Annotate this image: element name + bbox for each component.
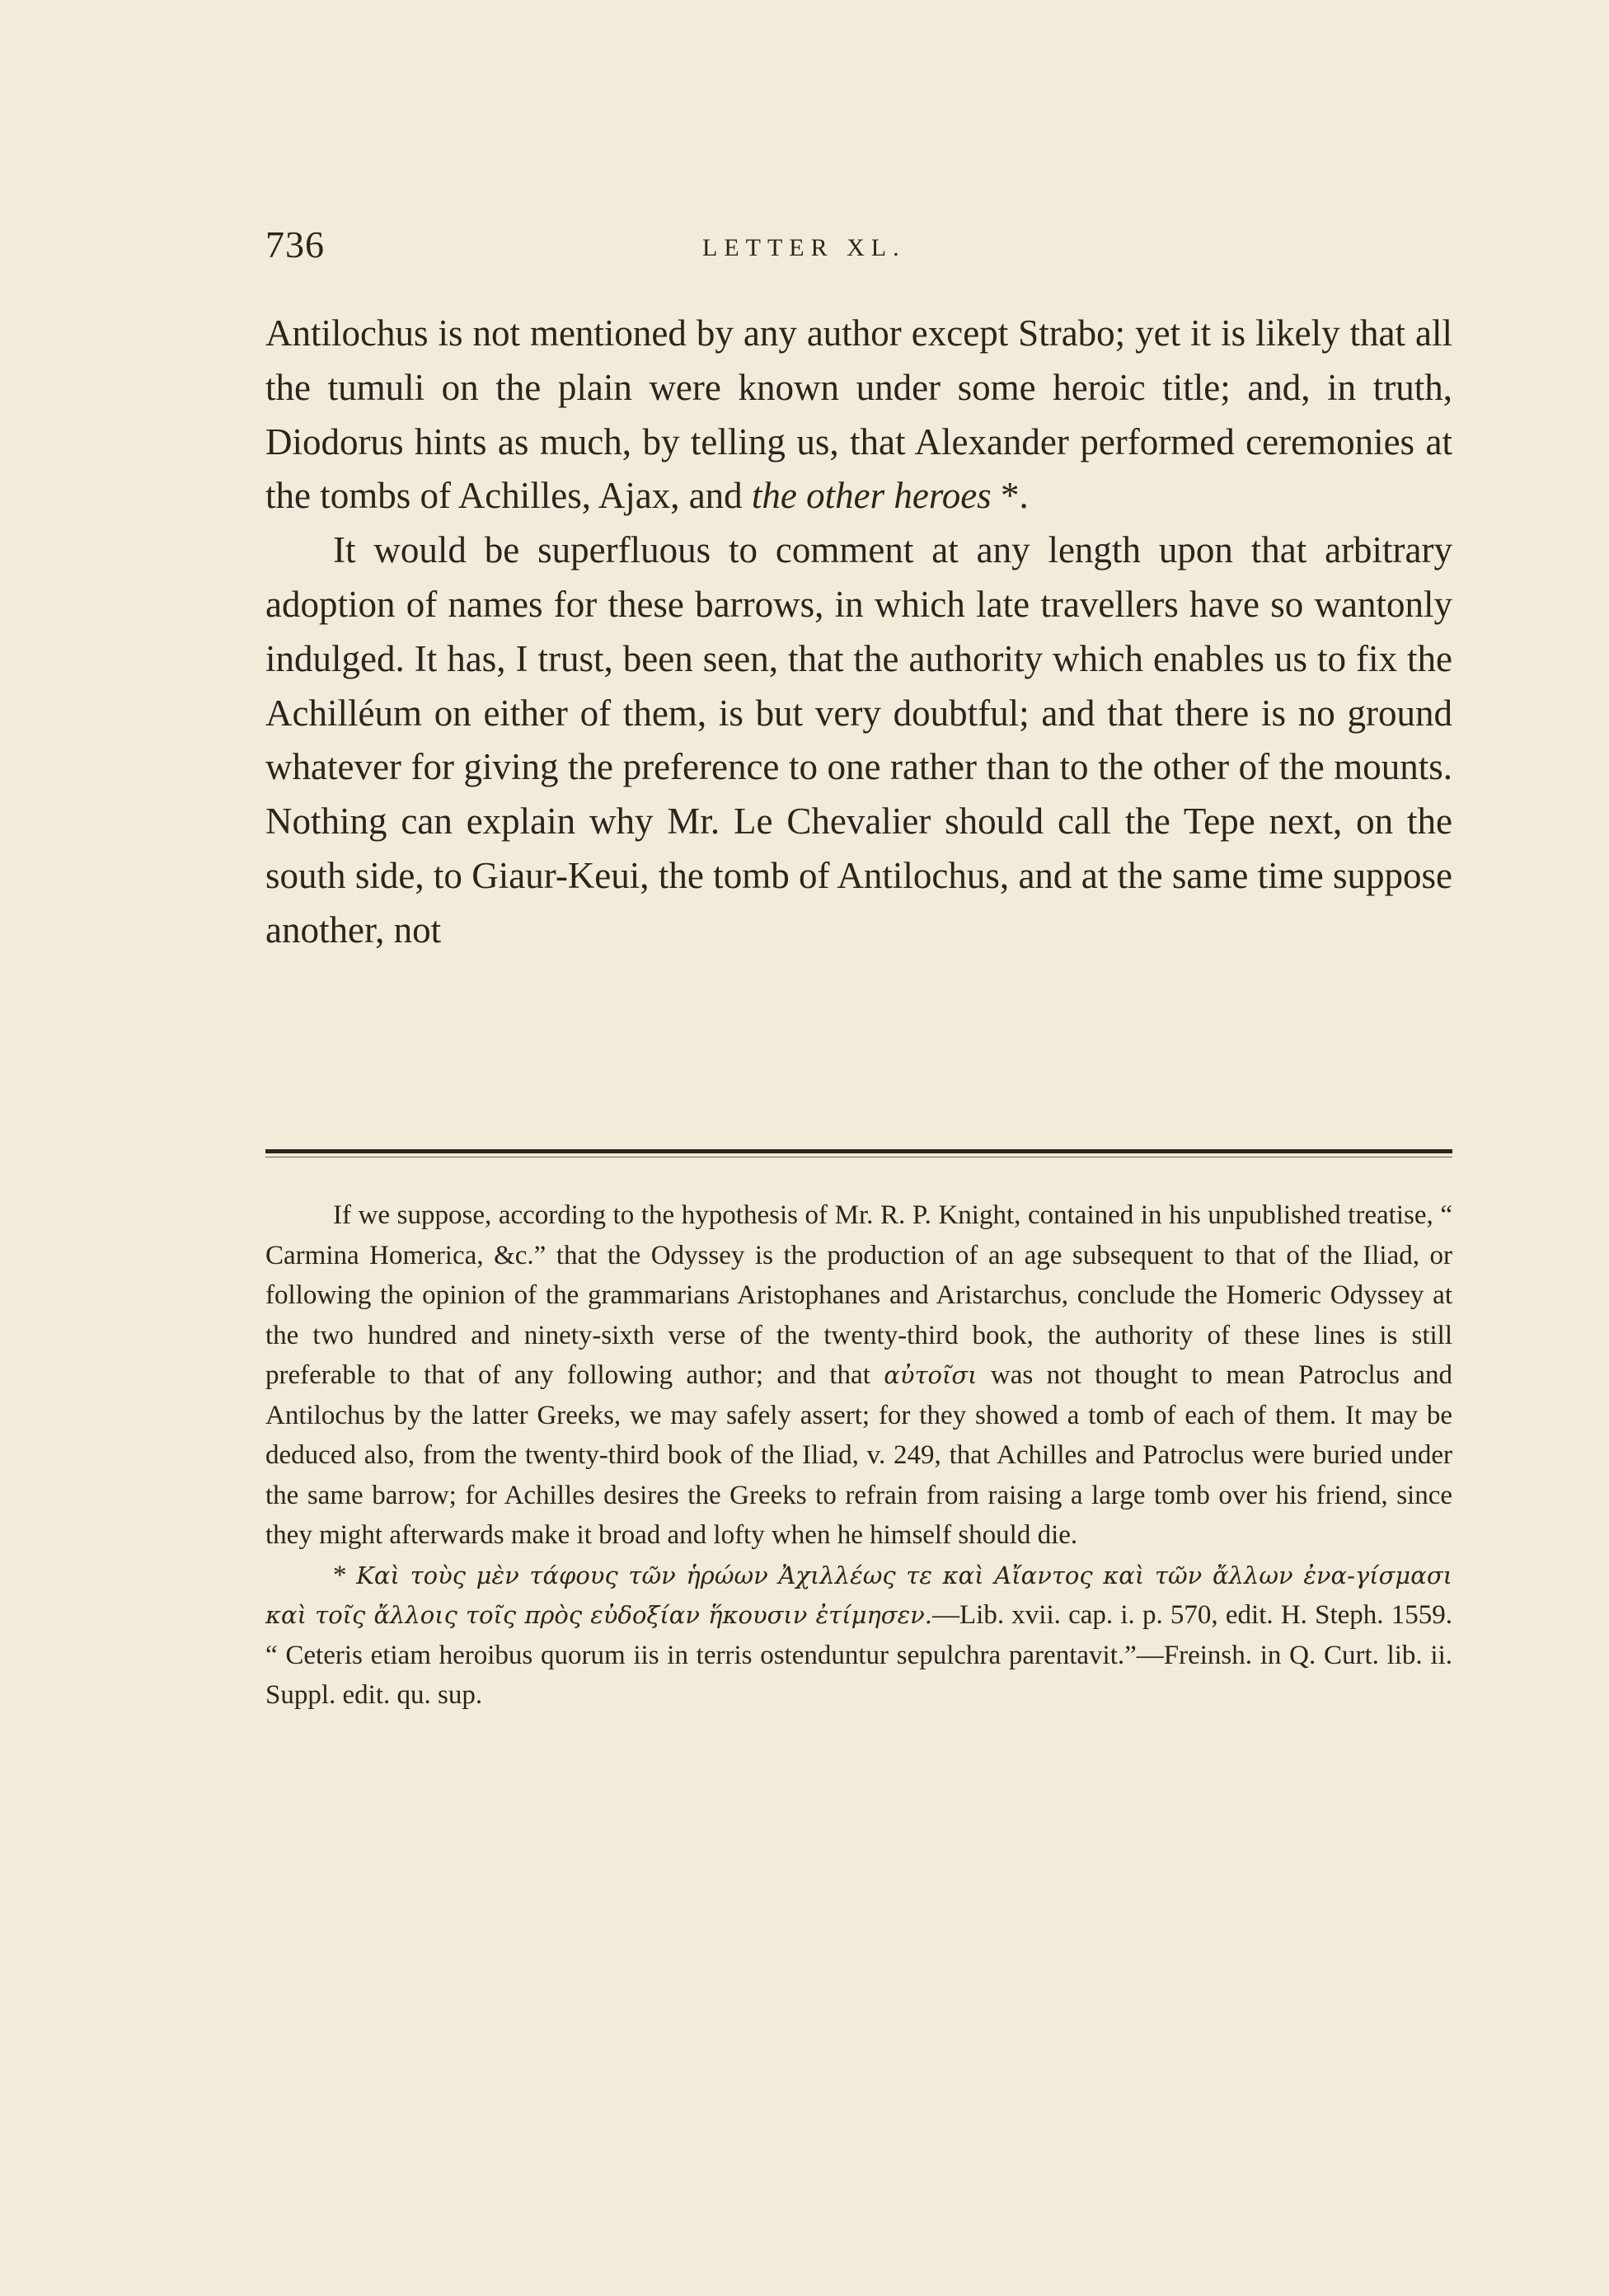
page-number: 736 [265,223,325,265]
footnote-1-text-b: was not thought to mean Patroclus and Antilochus by the latter Greeks, we may safely assert; for they showed a tomb of each of them. It may be deduced also, from the twenty-third book of the Iliad, v. 249, that Achilles and Patroclus were buried under the same barrow; for Achilles desires the Greeks to refrain from raising a large tomb over his friend, since they might afterwards make it broad and lofty when he himself should die. [265,1360,1452,1550]
footnote-2-mark: * [333,1560,357,1590]
footnote-1-text-a: If we suppose, according to the hypothesis of Mr. R. P. Knight, contained in his unpublished treatise, “ Carmina Homerica, &c.” that the Odyssey is the production of an age subsequent to that of the Iliad, or following the opinion of the grammarians Aristophanes and Aristarchus, conclude the Homeric Odyssey at the two hundred and ninety-sixth verse of the twenty-third book, the authority of these lines is still preferable to that of any following author; and that [265,1200,1452,1390]
main-text [265,307,1452,958]
paragraph-1 [265,307,1452,524]
paragraph-2: It would be superfluous to comment at any length upon that arbitrary adoption of names for these barrows, in which late travellers have so wantonly indulged. It has, I trust, been seen, that the authority which enables us to fix the Achilléum on either of them, is but very doubtful; and that there is no ground whatever for giving the preference to one rather than to the other of the mounts. Nothing can explain why Mr. Le Chevalier should call the Tepe next, on the south side, to Giaur-Keui, the tomb of Antilochus, and at the same time suppose another, not [265,529,1452,951]
page-header [265,223,1452,280]
footnote-2-text: —Lib. xvii. cap. i. p. 570, edit. H. Steph. 1559. “ Ceteris etiam heroibus quorum iis in terris ostenduntur sepulchra parentavit.”—Freinsh. in Q. Curt. lib. ii. Suppl. edit. qu. sup. [265,1600,1452,1710]
footnote-1-greek: αὐτοῖσι [884,1361,978,1389]
footnote-divider [265,1149,1452,1153]
running-head: LETTER XL. [702,234,906,261]
paragraph-1-text: Antilochus is not mentioned by any author except Strabo; yet it is likely that all the tumuli on the plain were known under some heroic title; and, in truth, Diodorus hints as much, by telling us, that Alexander performed ceremonies at the tombs of Achilles, Ajax, and [265,312,1452,517]
footnote-reference: *. [991,475,1029,517]
paragraph-1-italic: the other heroes [751,475,992,517]
footnotes [265,1195,1452,1716]
footnote-2 [265,1556,1452,1716]
footnote-2-greek: Καὶ τοὺς μὲν τάφους τῶν ἡρώων Ἀχιλλέως τε καὶ Αἴαντος καὶ τῶν ἄλλων ἐνα-γίσμασι καὶ τοῖς ἄλλοις τοῖς πρὸς εὐδοξίαν ἥκουσιν ἐτίμησεν. [265,1561,1453,1629]
footnote-1 [265,1195,1452,1556]
